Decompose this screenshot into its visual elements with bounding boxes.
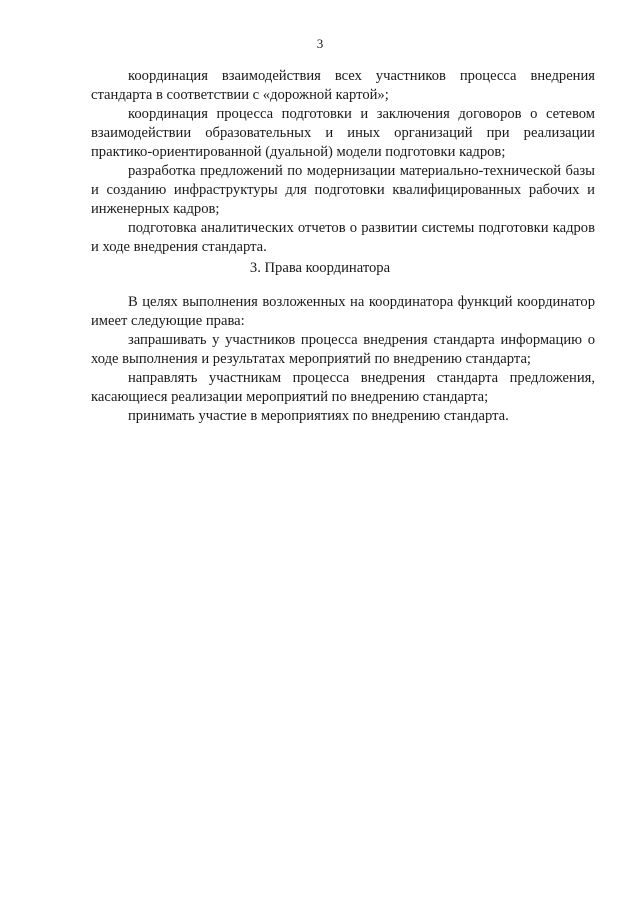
paragraph: подготовка аналитических отчетов о развитии системы подготовки кадров и ходе внедрения стандарта. bbox=[91, 220, 595, 255]
paragraph: В целях выполнения возложенных на координатора функций координатор имеет следующие права: bbox=[91, 294, 595, 329]
section-heading: 3. Права координатора bbox=[249, 260, 391, 276]
paragraph: разработка предложений по модернизации материально-технической базы и созданию инфраструктуры для подготовки квалифицированных рабочих и инженерных кадров; bbox=[91, 163, 595, 217]
paragraph: координация процесса подготовки и заключения договоров о сетевом взаимодействии образовательных и иных организаций при реализации практико-ориентированной (дуальной) модели подготовки кадров; bbox=[91, 106, 595, 160]
functions-list-continued bbox=[91, 67, 595, 257]
paragraph: направлять участникам процесса внедрения стандарта предложения, касающиеся реализации мероприятий по внедрению стандарта; bbox=[91, 370, 595, 405]
paragraph: координация взаимодействия всех участников процесса внедрения стандарта в соответствии с «дорожной картой»; bbox=[91, 68, 595, 103]
paragraph: запрашивать у участников процесса внедрения стандарта информацию о ходе выполнения и результатах мероприятий по внедрению стандарта; bbox=[91, 332, 595, 367]
paragraph: принимать участие в мероприятиях по внедрению стандарта. bbox=[128, 408, 509, 424]
page-number: 3 bbox=[316, 36, 324, 51]
rights-list bbox=[91, 293, 595, 426]
